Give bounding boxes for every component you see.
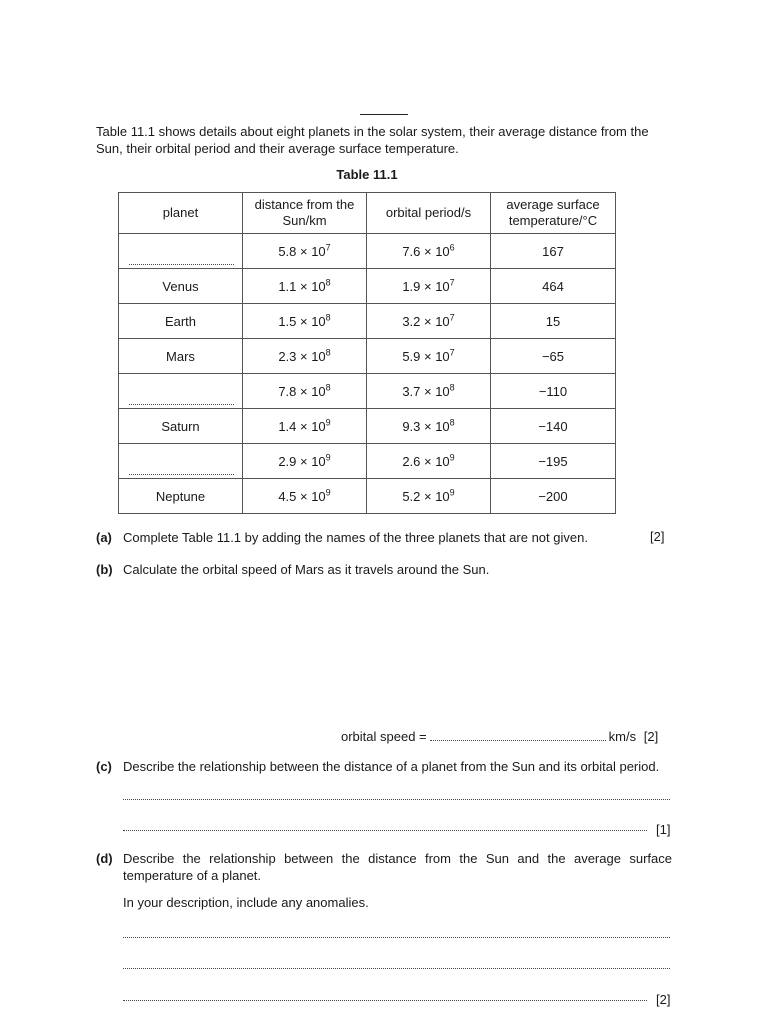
question-d-text-2: In your description, include any anomalies.: [123, 895, 369, 910]
header-planet: planet: [119, 193, 243, 234]
period-cell-exponent: 9: [449, 487, 455, 498]
temperature-cell: −195: [491, 444, 616, 479]
period-cell: $9.3 \times 10^8$: [367, 409, 491, 444]
question-c-text: Describe the relationship between the distance of a planet from the Sun and its orbital period.: [123, 759, 660, 774]
question-c-label: (c): [96, 759, 112, 774]
table-row: [119, 374, 616, 409]
intro-text: Table 11.1 shows details about eight planets in the solar system, their average distance from the Sun, their orbital period and their average surface temperature.: [96, 124, 649, 156]
answer-dotted-line: [129, 474, 234, 475]
distance-cell: $1.4 \times 10^9$: [243, 409, 367, 444]
orbital-speed-unit: km/s: [608, 729, 637, 744]
distance-cell-mantissa: 1.5: [278, 313, 297, 329]
question-a-label: (a): [96, 530, 112, 545]
period-cell-exponent: 7: [449, 347, 455, 358]
distance-cell-exponent: 8: [325, 277, 331, 288]
table-header-row: [119, 193, 616, 234]
distance-cell: $4.5 \times 10^9$: [243, 479, 367, 514]
question-d-answer-line-2[interactable]: [123, 968, 670, 969]
planet-table: [118, 192, 616, 514]
table-row: [119, 269, 616, 304]
temperature-cell: −110: [491, 374, 616, 409]
question-d-text: Describe the relationship between the distance from the Sun and the average surface temperature of a planet.: [123, 851, 672, 883]
period-cell-exponent: 7: [449, 312, 455, 323]
period-cell-exponent: 8: [449, 382, 455, 393]
distance-cell-exponent: 8: [325, 312, 331, 323]
table-row: [119, 409, 616, 444]
planet-name-cell: Earth: [119, 304, 243, 339]
header-rule: [360, 114, 408, 115]
distance-cell: $7.8 \times 10^8$: [243, 374, 367, 409]
planet-name-cell: Neptune: [119, 479, 243, 514]
temperature-cell: 167: [491, 234, 616, 269]
distance-cell-exponent: 9: [325, 452, 331, 463]
header-period: orbital period/s: [367, 193, 491, 234]
distance-cell-mantissa: 2.3: [278, 348, 297, 364]
table-row: [119, 479, 616, 514]
table-row: [119, 339, 616, 374]
period-cell: $5.2 \times 10^9$: [367, 479, 491, 514]
distance-cell-mantissa: 5.8: [278, 243, 297, 259]
orbital-speed-answer: [341, 729, 658, 744]
period-cell: $3.7 \times 10^8$: [367, 374, 491, 409]
header-distance: distance from the Sun/km: [243, 193, 367, 234]
temperature-cell: 464: [491, 269, 616, 304]
question-a-marks: [2]: [650, 529, 665, 544]
distance-cell: $1.1 \times 10^8$: [243, 269, 367, 304]
period-cell-mantissa: 1.9: [402, 278, 421, 294]
distance-cell: $2.3 \times 10^8$: [243, 339, 367, 374]
period-cell-mantissa: 2.6: [402, 453, 421, 469]
temperature-cell: 15: [491, 304, 616, 339]
planet-name-answer-field[interactable]: [119, 444, 243, 479]
question-c-answer-line-1[interactable]: [123, 799, 670, 800]
period-cell: $1.9 \times 10^7$: [367, 269, 491, 304]
question-c-marks: [1]: [656, 822, 671, 837]
table-caption: Table 11.1: [336, 167, 398, 182]
period-cell-mantissa: 7.6: [402, 243, 421, 259]
period-cell-exponent: 7: [449, 277, 455, 288]
period-cell-mantissa: 5.2: [402, 488, 421, 504]
distance-cell-mantissa: 1.1: [278, 278, 297, 294]
question-d-answer-line-1[interactable]: [123, 937, 670, 938]
period-cell-exponent: 8: [449, 417, 455, 428]
temperature-cell: −200: [491, 479, 616, 514]
distance-cell-exponent: 7: [325, 242, 331, 253]
planet-name-cell: Venus: [119, 269, 243, 304]
question-b-label: (b): [96, 562, 113, 577]
temperature-cell: −140: [491, 409, 616, 444]
planet-name-cell: Saturn: [119, 409, 243, 444]
period-cell: $5.9 \times 10^7$: [367, 339, 491, 374]
planet-name-answer-field[interactable]: [119, 374, 243, 409]
table-row: [119, 444, 616, 479]
planet-name-cell: Mars: [119, 339, 243, 374]
distance-cell-exponent: 8: [325, 382, 331, 393]
distance-cell-mantissa: 1.4: [278, 418, 297, 434]
period-cell-mantissa: 5.9: [402, 348, 421, 364]
distance-cell-exponent: 9: [325, 417, 331, 428]
distance-cell-exponent: 9: [325, 487, 331, 498]
planet-name-answer-field[interactable]: [119, 234, 243, 269]
period-cell-mantissa: 9.3: [402, 418, 421, 434]
answer-dotted-line: [129, 404, 234, 405]
answer-dotted-line: [129, 264, 234, 265]
period-cell-mantissa: 3.7: [402, 383, 421, 399]
orbital-speed-prefix: orbital speed =: [341, 729, 427, 744]
distance-cell: $2.9 \times 10^9$: [243, 444, 367, 479]
question-d-marks: [2]: [656, 992, 671, 1007]
distance-cell-exponent: 8: [325, 347, 331, 358]
distance-cell: $1.5 \times 10^8$: [243, 304, 367, 339]
period-cell-mantissa: 3.2: [402, 313, 421, 329]
header-temperature: average surface temperature/°C: [491, 193, 616, 234]
period-cell-exponent: 9: [449, 452, 455, 463]
table-row: [119, 304, 616, 339]
distance-cell-mantissa: 2.9: [278, 453, 297, 469]
table-row: [119, 234, 616, 269]
question-a-text: Complete Table 11.1 by adding the names of the three planets that are not given.: [123, 530, 588, 545]
period-cell: $7.6 \times 10^6$: [367, 234, 491, 269]
question-c-answer-line-2[interactable]: [123, 830, 647, 831]
period-cell-exponent: 6: [449, 242, 455, 253]
distance-cell: $5.8 \times 10^7$: [243, 234, 367, 269]
distance-cell-mantissa: 7.8: [278, 383, 297, 399]
distance-cell-mantissa: 4.5: [278, 488, 297, 504]
period-cell: $2.6 \times 10^9$: [367, 444, 491, 479]
temperature-cell: −65: [491, 339, 616, 374]
orbital-speed-answer-field[interactable]: [430, 730, 606, 741]
period-cell: $3.2 \times 10^7$: [367, 304, 491, 339]
question-b-text: Calculate the orbital speed of Mars as it travels around the Sun.: [123, 562, 490, 577]
question-d-label: (d): [96, 851, 113, 866]
question-d-answer-line-3[interactable]: [123, 1000, 647, 1001]
question-b-marks: [2]: [643, 729, 659, 744]
